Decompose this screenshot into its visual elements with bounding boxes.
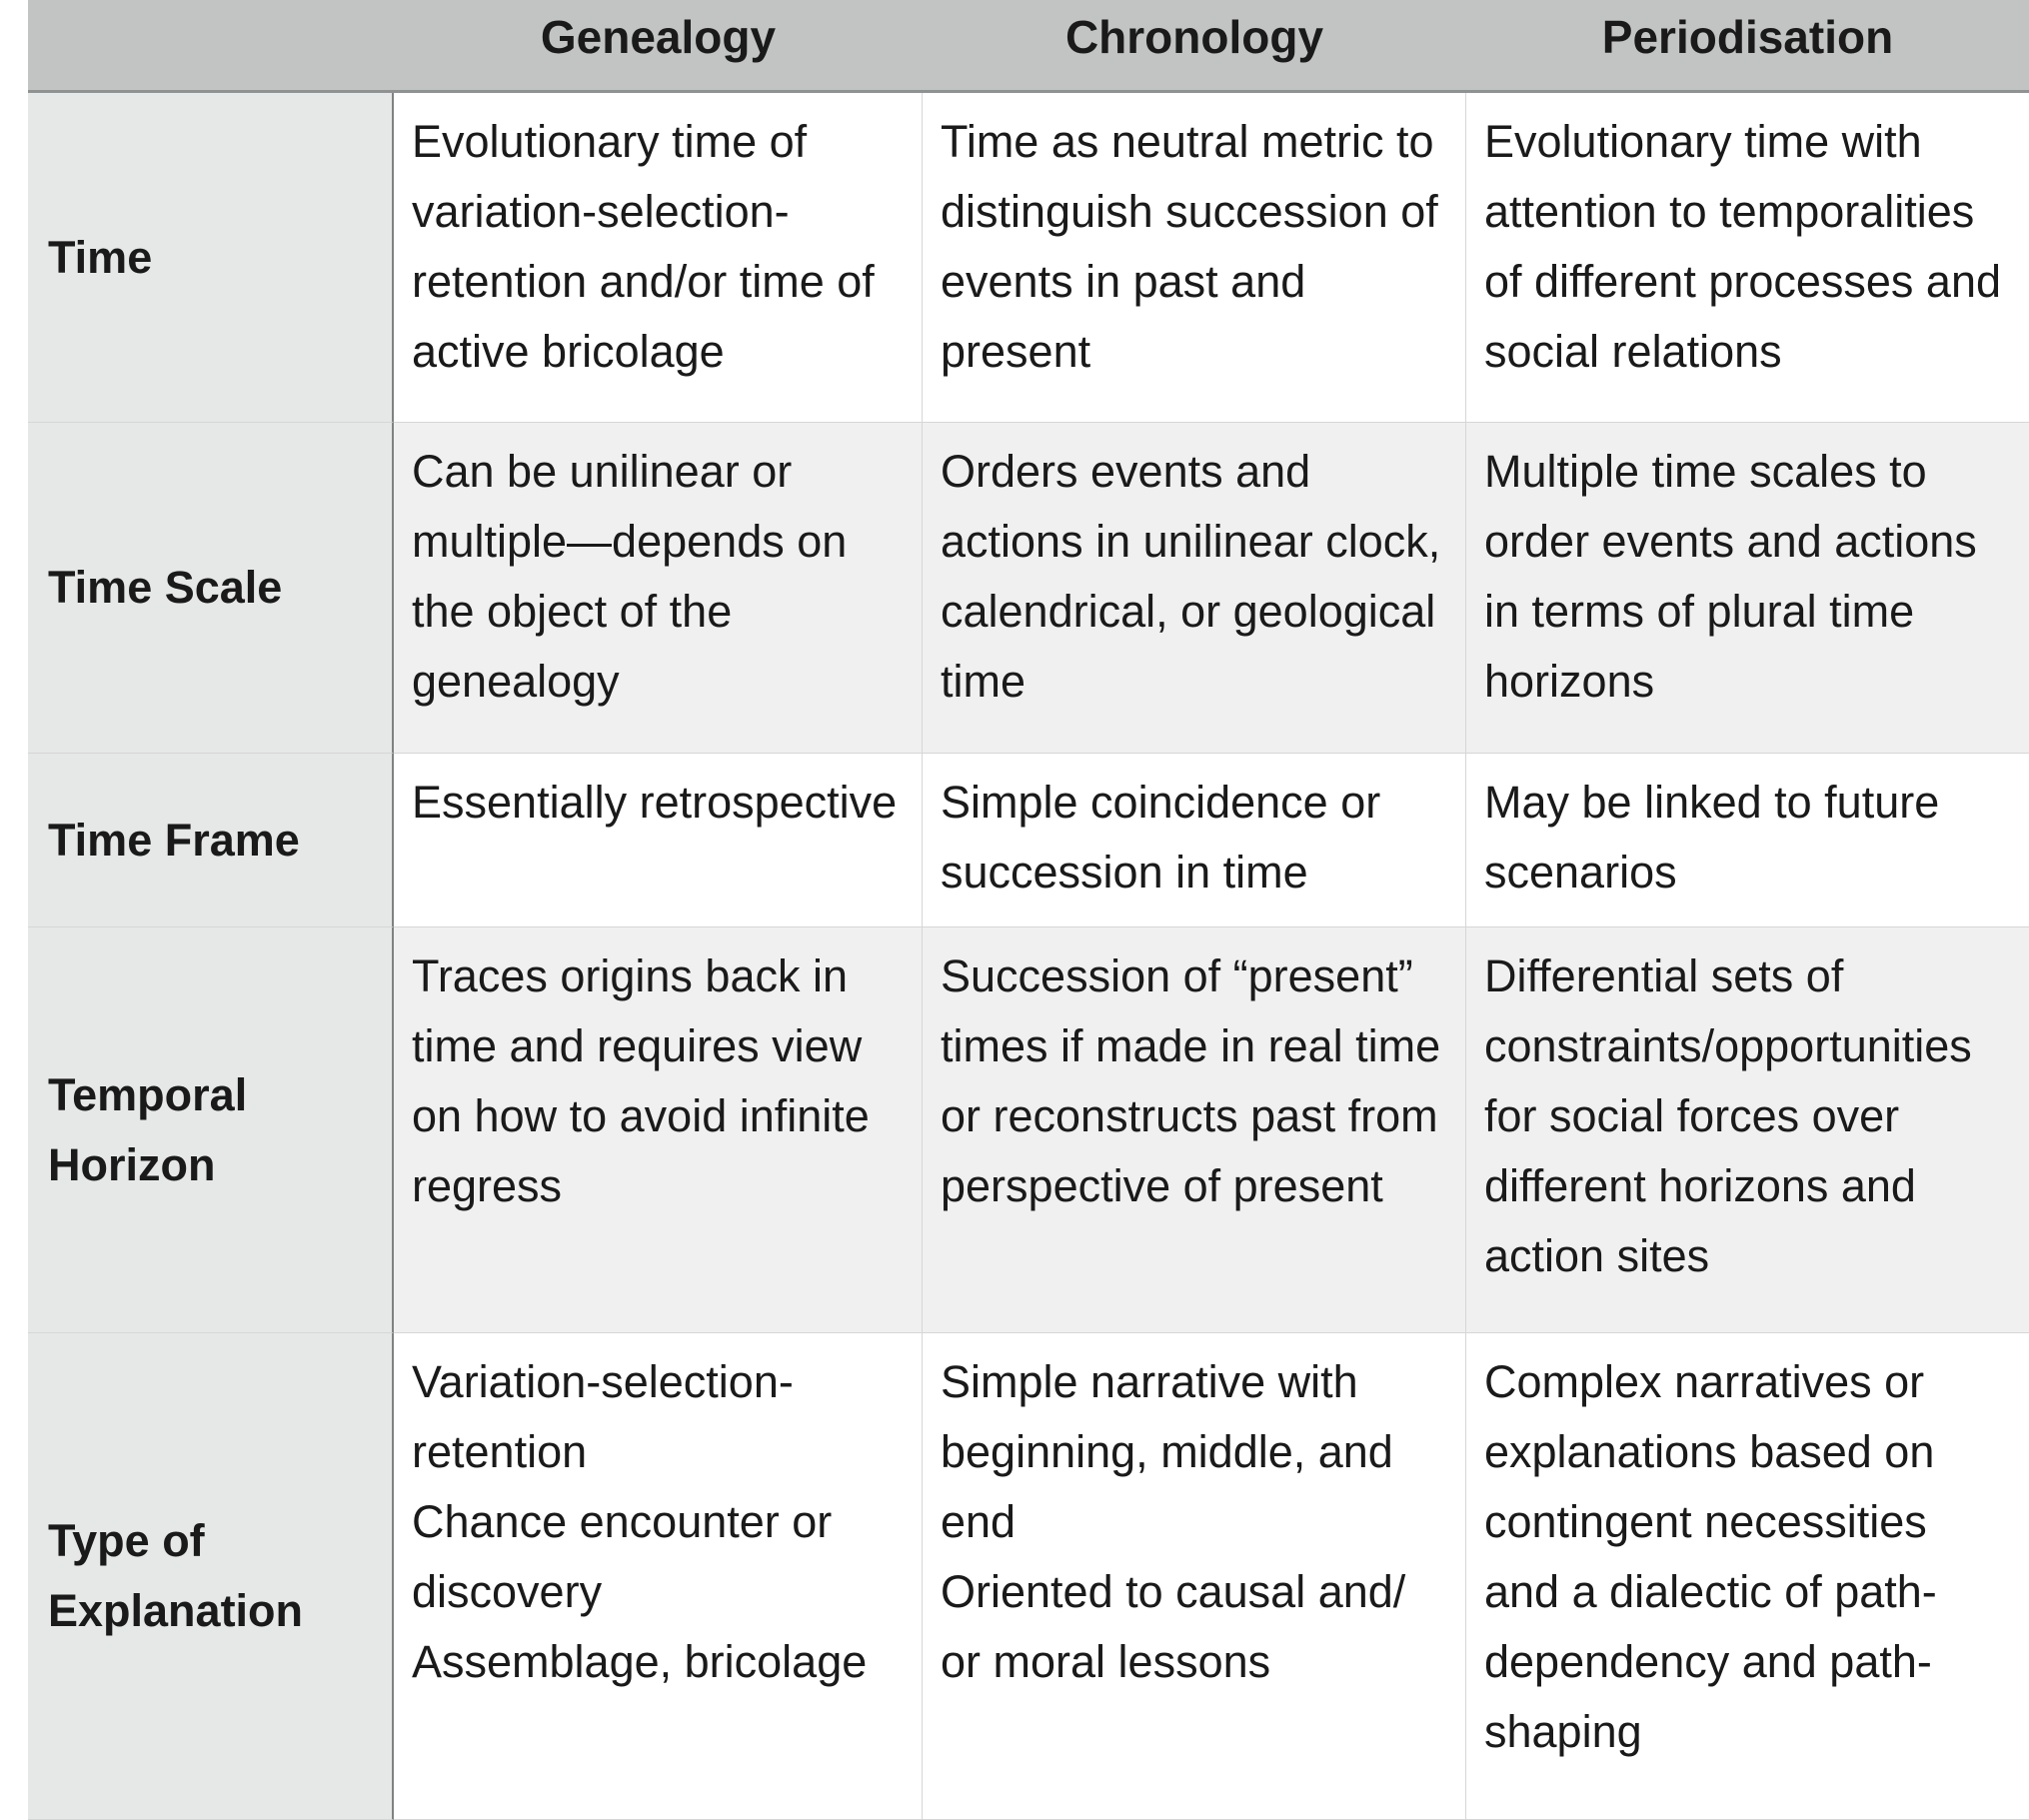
table-cell: Evolutionary time of variation-selection- retention and/or time of active bricolage [394, 93, 923, 423]
row-header-label: Time [48, 231, 153, 283]
header-chronology: Chronology [923, 0, 1466, 93]
row-header-label: Time Frame [48, 814, 300, 866]
table-cell: Orders events and actions in unilinear clock, calendrical, or geological time [923, 423, 1466, 754]
header-genealogy: Genealogy [394, 0, 923, 93]
table-cell: Traces origins back in time and requires view on how to avoid infinite regress [394, 927, 923, 1333]
row-header-type-of-explanation [28, 1333, 394, 1820]
table-cell: Simple narrative with beginning, middle, and end Oriented to causal and/ or moral lessons [923, 1333, 1466, 1820]
row-header-label: Temporal Horizon [48, 1068, 248, 1190]
table-cell: May be linked to future scenarios [1466, 754, 2029, 927]
row-header-time-scale [28, 423, 394, 754]
table-cell: Variation-selection- retention Chance encounter or discovery Assemblage, bricolage [394, 1333, 923, 1820]
row-header-label: Time Scale [48, 562, 283, 613]
table-cell: Succession of “present” times if made in real time or reconstructs past from perspective of present [923, 927, 1466, 1333]
table-cell: Can be unilinear or multiple—depends on the object of the genealogy [394, 423, 923, 754]
table-cell: Multiple time scales to order events and actions in terms of plural time horizons [1466, 423, 2029, 754]
table-cell: Differential sets of constraints/opportunities for social forces over different horizons and action sites [1466, 927, 2029, 1333]
header-corner [28, 0, 394, 93]
row-header-label: Type of Explanation [48, 1515, 304, 1636]
table-cell: Complex narratives or explanations based on contingent necessities and a dialectic of path- dependency and path- shaping [1466, 1333, 2029, 1820]
header-periodisation: Periodisation [1466, 0, 2029, 93]
table-cell: Essentially retrospective [394, 754, 923, 927]
table-cell: Time as neutral metric to distinguish succession of events in past and present [923, 93, 1466, 423]
row-header-time [28, 93, 394, 423]
table-cell: Evolutionary time with attention to temporalities of different processes and social relations [1466, 93, 2029, 423]
row-header-temporal-horizon [28, 927, 394, 1333]
comparison-table [28, 0, 2029, 1820]
row-header-time-frame [28, 754, 394, 927]
table-cell: Simple coincidence or succession in time [923, 754, 1466, 927]
